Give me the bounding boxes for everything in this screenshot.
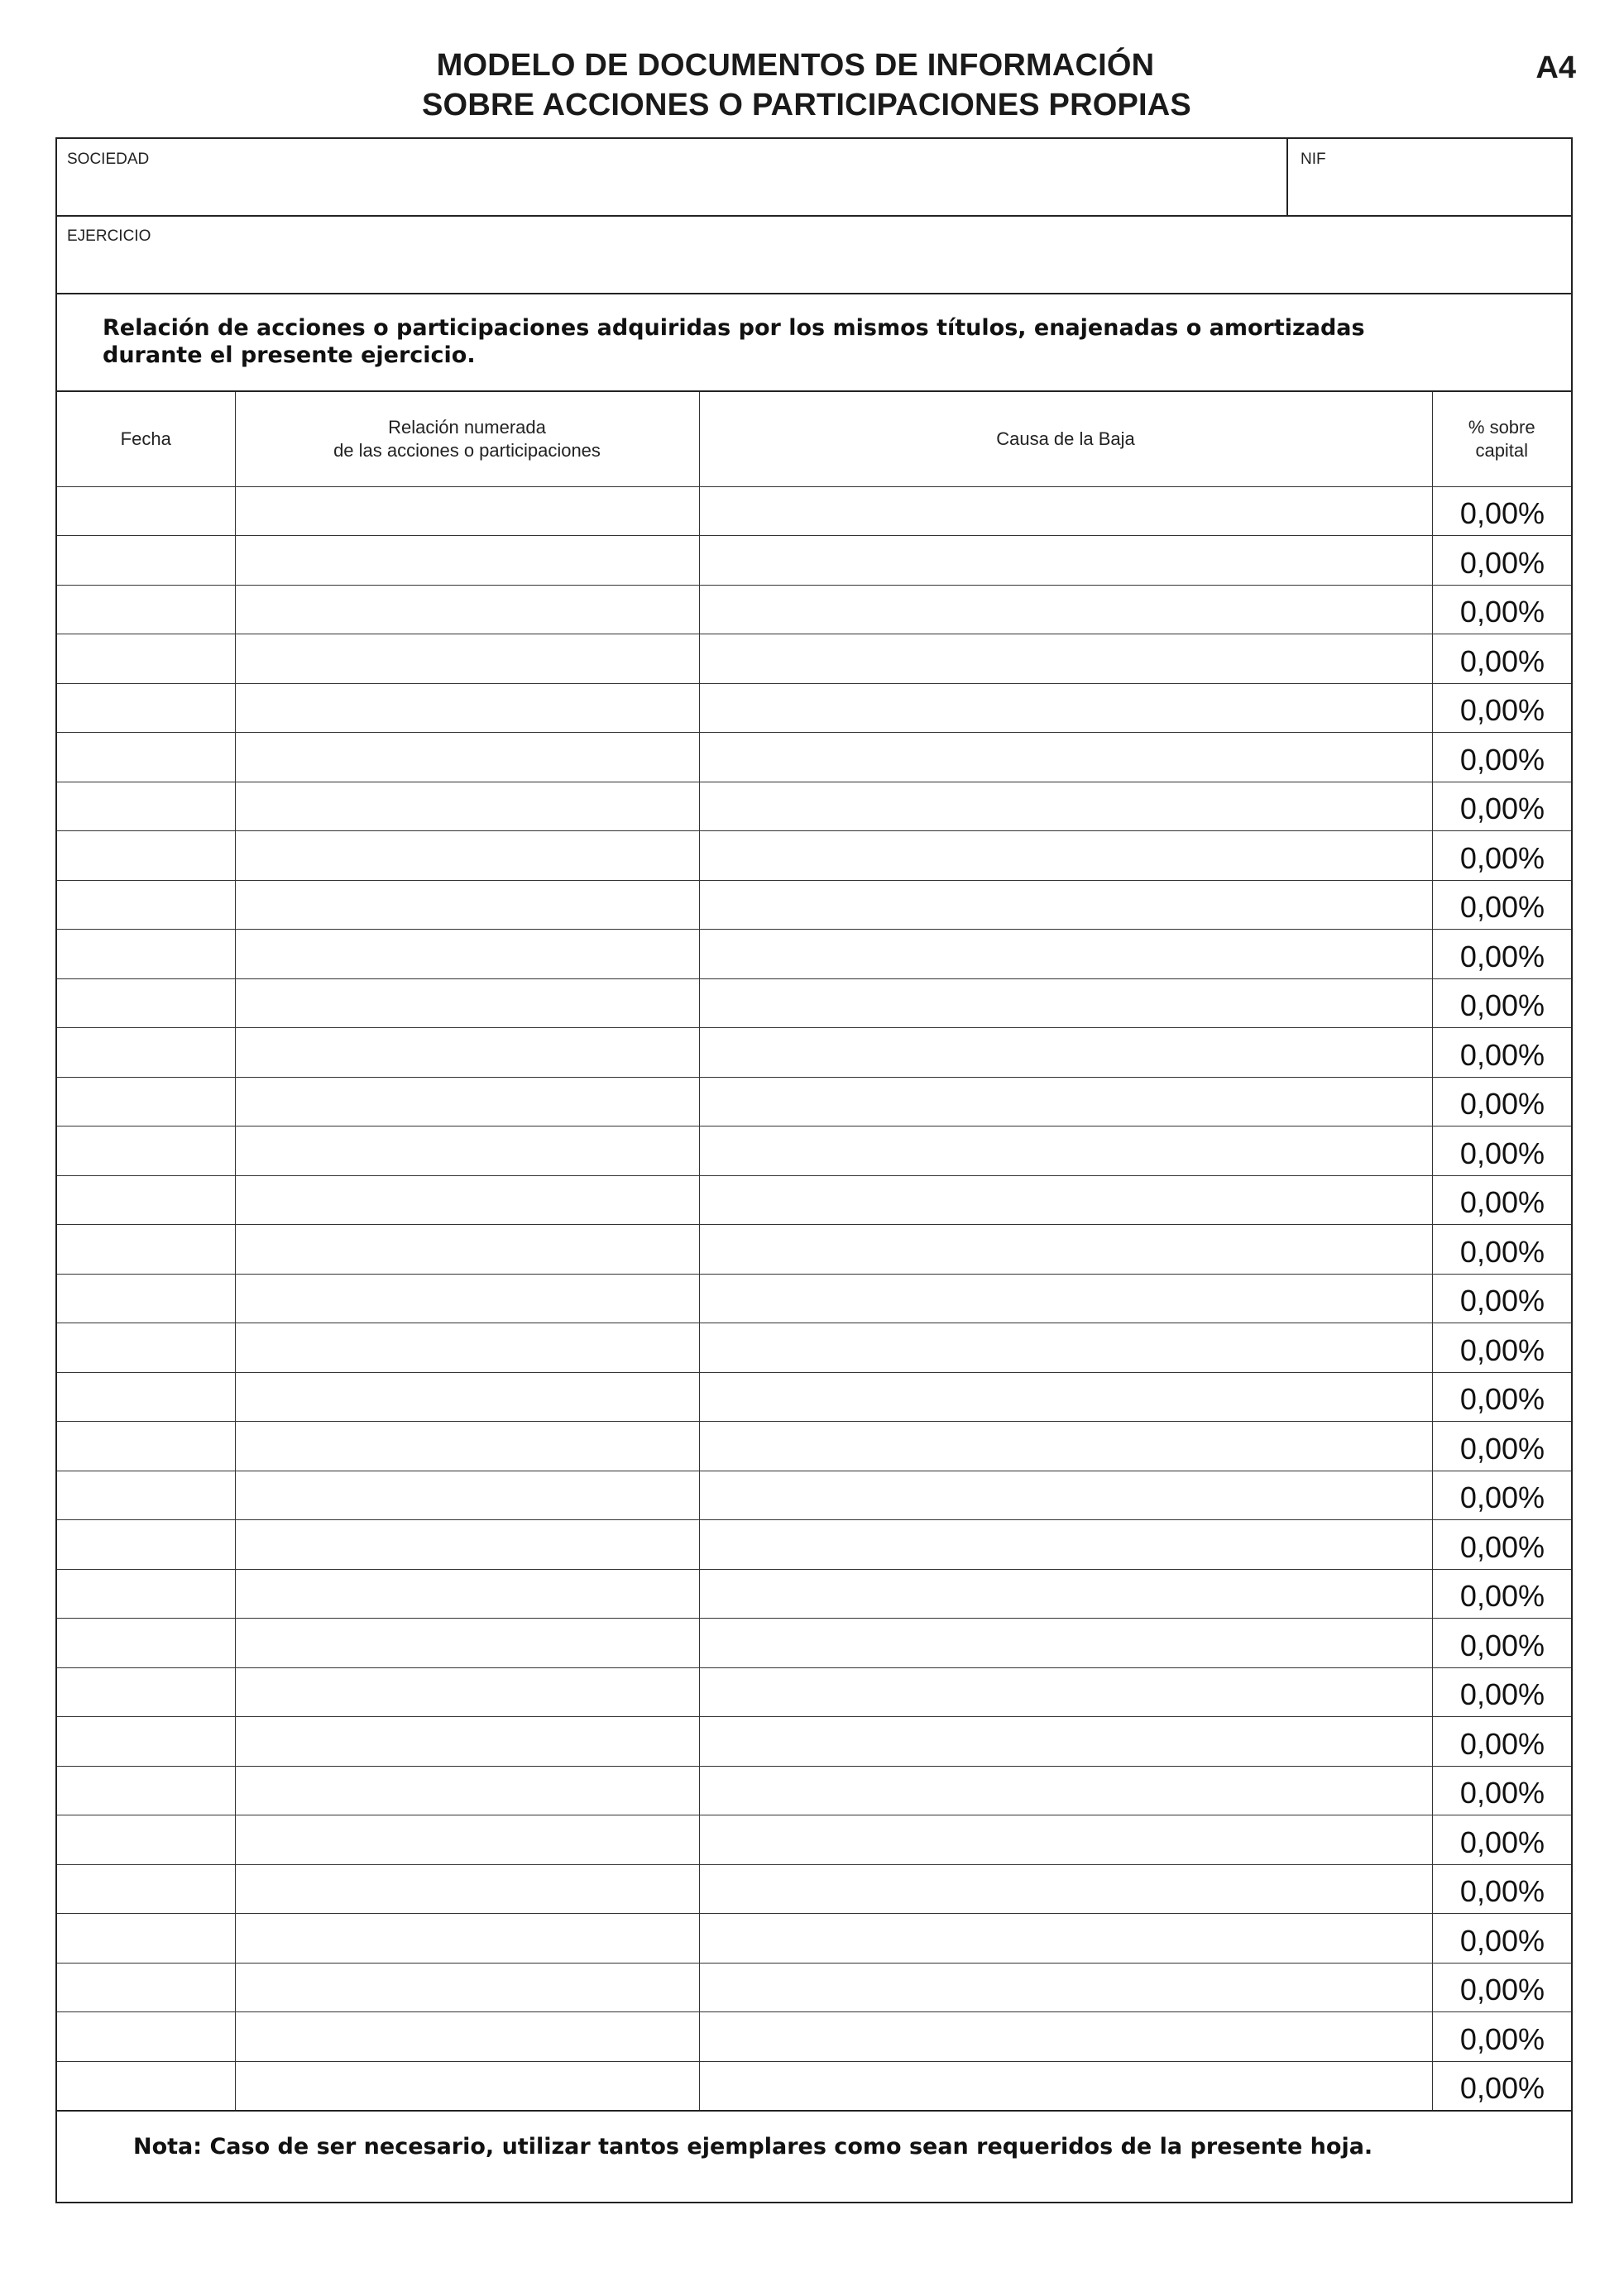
table-row xyxy=(57,1028,1571,1078)
cell-causa[interactable] xyxy=(699,1619,1432,1668)
col-header-relacion xyxy=(235,392,699,486)
document-title xyxy=(0,45,1624,125)
statement-row xyxy=(57,294,1571,392)
table-row xyxy=(57,1520,1571,1570)
cell-causa[interactable] xyxy=(699,1422,1432,1471)
cell-causa[interactable] xyxy=(699,1471,1432,1520)
cell-causa[interactable] xyxy=(699,1274,1432,1323)
cell-fecha[interactable] xyxy=(57,2012,235,2062)
cell-pct[interactable]: 0,00% xyxy=(1432,1323,1571,1373)
cell-fecha[interactable] xyxy=(57,1717,235,1767)
cell-relacion[interactable] xyxy=(235,634,699,684)
cell-pct[interactable]: 0,00% xyxy=(1432,1471,1571,1520)
table-row xyxy=(57,880,1571,930)
cell-causa[interactable] xyxy=(699,1520,1432,1570)
table-row xyxy=(57,831,1571,881)
cell-pct[interactable]: 0,00% xyxy=(1432,1175,1571,1225)
cell-relacion[interactable] xyxy=(235,1225,699,1275)
cell-fecha[interactable] xyxy=(57,1372,235,1422)
cell-pct[interactable]: 0,00% xyxy=(1432,1815,1571,1865)
cell-relacion[interactable] xyxy=(235,486,699,536)
table-row xyxy=(57,1864,1571,1914)
cell-fecha[interactable] xyxy=(57,1569,235,1619)
table-row xyxy=(57,1175,1571,1225)
cell-causa[interactable] xyxy=(699,486,1432,536)
ejercicio-row xyxy=(57,217,1571,294)
table-row xyxy=(57,1372,1571,1422)
cell-causa[interactable] xyxy=(699,1717,1432,1767)
cell-causa[interactable] xyxy=(699,1372,1432,1422)
cell-pct[interactable]: 0,00% xyxy=(1432,585,1571,634)
cell-causa[interactable] xyxy=(699,1864,1432,1914)
cell-relacion[interactable] xyxy=(235,1323,699,1373)
cell-causa[interactable] xyxy=(699,1963,1432,2012)
cell-relacion[interactable] xyxy=(235,1422,699,1471)
cell-causa[interactable] xyxy=(699,1323,1432,1373)
cell-relacion[interactable] xyxy=(235,1372,699,1422)
table-row xyxy=(57,1323,1571,1373)
cell-fecha[interactable] xyxy=(57,536,235,586)
cell-causa[interactable] xyxy=(699,2012,1432,2062)
sociedad-field[interactable] xyxy=(57,139,1286,215)
cell-pct[interactable]: 0,00% xyxy=(1432,1864,1571,1914)
cell-fecha[interactable] xyxy=(57,1225,235,1275)
cell-fecha[interactable] xyxy=(57,930,235,979)
form-frame xyxy=(55,137,1573,2203)
col-header-pct-line1: % sobre xyxy=(1468,416,1535,438)
table-row xyxy=(57,1274,1571,1323)
cell-relacion[interactable] xyxy=(235,978,699,1028)
cell-fecha[interactable] xyxy=(57,782,235,831)
cell-relacion[interactable] xyxy=(235,1963,699,2012)
cell-fecha[interactable] xyxy=(57,1175,235,1225)
cell-fecha[interactable] xyxy=(57,634,235,684)
cell-fecha[interactable] xyxy=(57,1028,235,1078)
statement-text: Relación de acciones o participaciones adquiridas por los mismos títulos, enajenadas o amortizadas durante el presente ejercicio. xyxy=(103,315,1365,368)
table-row xyxy=(57,1422,1571,1471)
table-row xyxy=(57,634,1571,684)
cell-causa[interactable] xyxy=(699,930,1432,979)
cell-fecha[interactable] xyxy=(57,1422,235,1471)
cell-pct[interactable]: 0,00% xyxy=(1432,1766,1571,1815)
table-row xyxy=(57,1569,1571,1619)
cell-relacion[interactable] xyxy=(235,2012,699,2062)
cell-relacion[interactable] xyxy=(235,1028,699,1078)
cell-pct[interactable]: 0,00% xyxy=(1432,634,1571,684)
cell-pct[interactable]: 0,00% xyxy=(1432,978,1571,1028)
cell-causa[interactable] xyxy=(699,1077,1432,1126)
col-header-pct-line2: capital xyxy=(1475,439,1529,461)
cell-pct[interactable]: 0,00% xyxy=(1432,880,1571,930)
cell-causa[interactable] xyxy=(699,634,1432,684)
cell-fecha[interactable] xyxy=(57,1864,235,1914)
table-row xyxy=(57,1077,1571,1126)
cell-pct[interactable]: 0,00% xyxy=(1432,1569,1571,1619)
table-row xyxy=(57,1717,1571,1767)
cell-fecha[interactable] xyxy=(57,978,235,1028)
table-row xyxy=(57,1619,1571,1668)
cell-pct[interactable]: 0,00% xyxy=(1432,782,1571,831)
table-row xyxy=(57,978,1571,1028)
cell-relacion[interactable] xyxy=(235,1077,699,1126)
table-row xyxy=(57,1225,1571,1275)
cell-fecha[interactable] xyxy=(57,1323,235,1373)
cell-fecha[interactable] xyxy=(57,1077,235,1126)
table-row xyxy=(57,1126,1571,1176)
cell-pct[interactable]: 0,00% xyxy=(1432,1126,1571,1176)
cell-causa[interactable] xyxy=(699,1914,1432,1964)
table-body xyxy=(57,486,1571,2111)
table-row xyxy=(57,2012,1571,2062)
cell-relacion[interactable] xyxy=(235,1619,699,1668)
cell-fecha[interactable] xyxy=(57,486,235,536)
cell-causa[interactable] xyxy=(699,1126,1432,1176)
cell-fecha[interactable] xyxy=(57,1471,235,1520)
cell-pct[interactable]: 0,00% xyxy=(1432,1077,1571,1126)
col-header-causa-text: Causa de la Baja xyxy=(996,428,1135,449)
cell-fecha[interactable] xyxy=(57,1815,235,1865)
sociedad-nif-row xyxy=(57,139,1571,217)
cell-causa[interactable] xyxy=(699,1028,1432,1078)
cell-causa[interactable] xyxy=(699,1667,1432,1717)
cell-pct[interactable]: 0,00% xyxy=(1432,1667,1571,1717)
title-line-2: SOBRE ACCIONES O PARTICIPACIONES PROPIAS xyxy=(422,88,1191,122)
cell-relacion[interactable] xyxy=(235,831,699,881)
cell-causa[interactable] xyxy=(699,880,1432,930)
cell-fecha[interactable] xyxy=(57,1126,235,1176)
cell-fecha[interactable] xyxy=(57,2061,235,2111)
col-header-pct xyxy=(1432,392,1571,486)
sociedad-label: SOCIEDAD xyxy=(67,151,150,168)
cell-pct[interactable]: 0,00% xyxy=(1432,1028,1571,1078)
cell-pct[interactable]: 0,00% xyxy=(1432,1422,1571,1471)
cell-causa[interactable] xyxy=(699,733,1432,782)
cell-causa[interactable] xyxy=(699,1569,1432,1619)
cell-relacion[interactable] xyxy=(235,1126,699,1176)
cell-relacion[interactable] xyxy=(235,2061,699,2111)
table-header-row xyxy=(57,392,1571,486)
cell-relacion[interactable] xyxy=(235,1766,699,1815)
cell-pct[interactable]: 0,00% xyxy=(1432,1274,1571,1323)
table-row xyxy=(57,930,1571,979)
table-row xyxy=(57,733,1571,782)
table-row xyxy=(57,536,1571,586)
cell-fecha[interactable] xyxy=(57,1963,235,2012)
cell-pct[interactable]: 0,00% xyxy=(1432,733,1571,782)
table-row xyxy=(57,1914,1571,1964)
cell-causa[interactable] xyxy=(699,978,1432,1028)
cell-pct[interactable]: 0,00% xyxy=(1432,1914,1571,1964)
cell-relacion[interactable] xyxy=(235,683,699,733)
cell-relacion[interactable] xyxy=(235,1175,699,1225)
cell-pct[interactable]: 0,00% xyxy=(1432,1372,1571,1422)
cell-fecha[interactable] xyxy=(57,1274,235,1323)
cell-relacion[interactable] xyxy=(235,782,699,831)
cell-causa[interactable] xyxy=(699,585,1432,634)
cell-pct[interactable]: 0,00% xyxy=(1432,1225,1571,1275)
nif-field[interactable] xyxy=(1288,139,1571,215)
col-header-causa xyxy=(699,392,1432,486)
table-row xyxy=(57,782,1571,831)
table-row xyxy=(57,2061,1571,2111)
col-header-relacion-line1: Relación numerada xyxy=(388,416,546,438)
cell-pct[interactable]: 0,00% xyxy=(1432,2061,1571,2111)
cell-causa[interactable] xyxy=(699,2061,1432,2111)
table-row xyxy=(57,1963,1571,2012)
cell-causa[interactable] xyxy=(699,1766,1432,1815)
cell-fecha[interactable] xyxy=(57,1667,235,1717)
cell-relacion[interactable] xyxy=(235,1520,699,1570)
col-header-fecha-text: Fecha xyxy=(120,428,171,449)
cell-causa[interactable] xyxy=(699,1175,1432,1225)
col-header-fecha xyxy=(57,392,235,486)
cell-causa[interactable] xyxy=(699,831,1432,881)
ejercicio-field[interactable] xyxy=(57,217,1571,293)
cell-fecha[interactable] xyxy=(57,1520,235,1570)
cell-fecha[interactable] xyxy=(57,1766,235,1815)
form-code: A4 xyxy=(1535,50,1576,85)
cell-causa[interactable] xyxy=(699,782,1432,831)
cell-pct[interactable]: 0,00% xyxy=(1432,930,1571,979)
cell-fecha[interactable] xyxy=(57,1619,235,1668)
table-row xyxy=(57,1667,1571,1717)
cell-fecha[interactable] xyxy=(57,683,235,733)
cell-relacion[interactable] xyxy=(235,1717,699,1767)
footnote: Nota: Caso de ser necesario, utilizar tantos ejemplares como sean requeridos de la presente hoja. xyxy=(133,2134,1373,2160)
cell-pct[interactable]: 0,00% xyxy=(1432,1520,1571,1570)
cell-fecha[interactable] xyxy=(57,1914,235,1964)
cell-pct[interactable]: 0,00% xyxy=(1432,1619,1571,1668)
cell-fecha[interactable] xyxy=(57,733,235,782)
nif-label: NIF xyxy=(1301,151,1326,168)
cell-pct[interactable]: 0,00% xyxy=(1432,2012,1571,2062)
cell-causa[interactable] xyxy=(699,683,1432,733)
cell-pct[interactable]: 0,00% xyxy=(1432,831,1571,881)
cell-fecha[interactable] xyxy=(57,880,235,930)
cell-relacion[interactable] xyxy=(235,880,699,930)
title-line-1: MODELO DE DOCUMENTOS DE INFORMACIÓN xyxy=(436,48,1155,83)
cell-relacion[interactable] xyxy=(235,1667,699,1717)
cell-relacion[interactable] xyxy=(235,1569,699,1619)
cell-pct[interactable]: 0,00% xyxy=(1432,1717,1571,1767)
cell-relacion[interactable] xyxy=(235,1471,699,1520)
movements-table xyxy=(57,392,1571,2112)
cell-relacion[interactable] xyxy=(235,1815,699,1865)
cell-relacion[interactable] xyxy=(235,1274,699,1323)
cell-relacion[interactable] xyxy=(235,1914,699,1964)
cell-fecha[interactable] xyxy=(57,585,235,634)
cell-relacion[interactable] xyxy=(235,733,699,782)
cell-causa[interactable] xyxy=(699,1225,1432,1275)
cell-causa[interactable] xyxy=(699,1815,1432,1865)
ejercicio-label: EJERCICIO xyxy=(67,227,151,245)
cell-relacion[interactable] xyxy=(235,585,699,634)
table-row xyxy=(57,1471,1571,1520)
cell-pct[interactable]: 0,00% xyxy=(1432,486,1571,536)
table-row xyxy=(57,486,1571,536)
cell-fecha[interactable] xyxy=(57,831,235,881)
cell-relacion[interactable] xyxy=(235,536,699,586)
table-row xyxy=(57,585,1571,634)
table-row xyxy=(57,1766,1571,1815)
cell-causa[interactable] xyxy=(699,536,1432,586)
cell-pct[interactable]: 0,00% xyxy=(1432,683,1571,733)
cell-pct[interactable]: 0,00% xyxy=(1432,1963,1571,2012)
cell-relacion[interactable] xyxy=(235,930,699,979)
table-row xyxy=(57,683,1571,733)
table-row xyxy=(57,1815,1571,1865)
col-header-relacion-line2: de las acciones o participaciones xyxy=(333,439,601,461)
cell-relacion[interactable] xyxy=(235,1864,699,1914)
cell-pct[interactable]: 0,00% xyxy=(1432,536,1571,586)
